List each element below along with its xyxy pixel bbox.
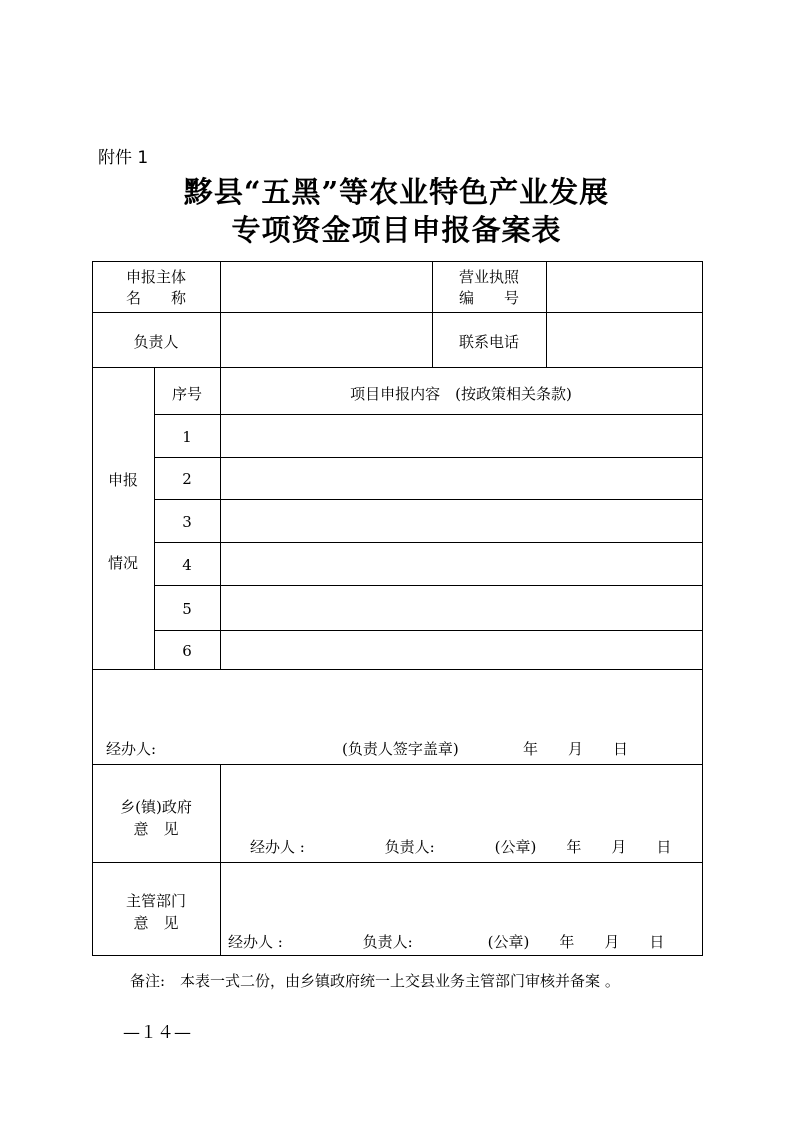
row-number: 3 <box>182 513 192 531</box>
signature-date: 年 月 日 <box>523 740 629 758</box>
document-title-line-1: 黟县“五黑”等农业特色产业发展 <box>183 175 610 209</box>
dept-signature-line: 经办人 : 负责人: (公章) 年 月 日 <box>228 933 665 951</box>
seq-header: 序号 <box>171 385 202 403</box>
document-title-line-2: 专项资金项目申报备案表 <box>231 213 562 247</box>
dept-opinion-label-line-2: 意 见 <box>133 914 179 932</box>
rule <box>92 862 703 863</box>
section-label-line-2: 情况 <box>107 554 138 572</box>
rule <box>220 764 221 956</box>
rule <box>154 585 703 586</box>
rule <box>92 764 703 765</box>
phone-label: 联系电话 <box>458 333 519 351</box>
town-opinion-label-line-2: 意 见 <box>133 820 179 838</box>
applicant-name-label-line-1: 申报主体 <box>125 268 186 286</box>
attachment-label: 附件 1 <box>98 148 149 168</box>
business-license-label-line-2: 编 号 <box>458 289 519 307</box>
rule <box>154 542 703 543</box>
business-license-label-line-1: 营业执照 <box>458 268 519 286</box>
phone-field[interactable] <box>551 318 697 362</box>
footnote: 备注: 本表一式二份，由乡镇政府统一上交县业务主管部门审核并备案 。 <box>130 972 620 990</box>
rule <box>154 630 703 631</box>
content-header: 项目申报内容 (按政策相关条款) <box>350 385 572 403</box>
page-number: —１４— <box>123 1023 191 1043</box>
row-number: 4 <box>182 556 192 574</box>
table-border-left <box>92 261 93 956</box>
rule <box>220 261 221 368</box>
table-border-right <box>702 261 703 956</box>
row-number: 5 <box>182 600 192 618</box>
rule <box>154 457 703 458</box>
rule <box>92 312 703 313</box>
table-border-bottom <box>92 955 703 956</box>
handler-label: 经办人: <box>106 740 157 758</box>
person-in-charge-label: 负责人 <box>133 333 179 351</box>
rule <box>154 499 703 500</box>
town-signature-line: 经办人 : 负责人: (公章) 年 月 日 <box>250 838 672 856</box>
row-number: 2 <box>182 470 192 488</box>
rule <box>92 367 703 368</box>
table-border-top <box>92 261 703 262</box>
business-license-field[interactable] <box>551 266 697 306</box>
signature-note: (负责人签字盖章) <box>342 740 459 758</box>
section-label-line-1: 申报 <box>107 471 138 489</box>
town-opinion-label-line-1: 乡(镇)政府 <box>120 798 192 816</box>
dept-opinion-label-line-1: 主管部门 <box>125 892 186 910</box>
rule <box>154 414 703 415</box>
applicant-name-field[interactable] <box>225 266 427 306</box>
rule <box>92 669 703 670</box>
rule <box>546 261 547 368</box>
row-number: 1 <box>182 428 192 446</box>
rule <box>220 367 221 670</box>
person-in-charge-field[interactable] <box>225 318 427 362</box>
applicant-name-label-line-2: 名 称 <box>125 289 186 307</box>
row-number: 6 <box>182 642 192 660</box>
